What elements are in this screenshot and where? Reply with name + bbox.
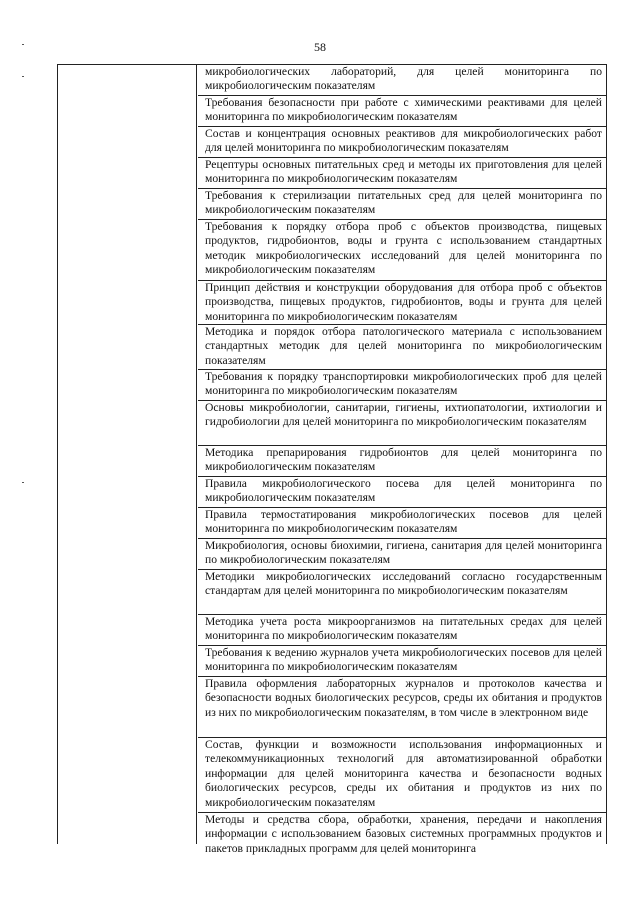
table-row: Методика препарирования гидробионтов для целей мониторинга по микробиологическим показателям	[198, 446, 606, 477]
table-row: Методики микробиологических исследований согласно государственным стандартам для целей мониторинга по микробиологическим показателям	[198, 570, 606, 615]
table-row: Основы микробиологии, санитарии, гигиены, ихтиопатологии, ихтиологии и гидробиологии для целей мониторинга по микробиологическим показателям	[198, 401, 606, 446]
table-row: Требования к порядку транспортировки микробиологических проб для целей мониторинга по микробиологическим показателям	[198, 370, 606, 401]
table-row: Методика и порядок отбора патологического материала с использованием стандартных методик для целей мониторинга по микробиологическим показателям	[198, 325, 606, 370]
table-row: Методика учета роста микроорганизмов на питательных средах для целей мониторинга по микробиологическим показателям	[198, 615, 606, 646]
table-row: микробиологических лабораторий, для целей мониторинга по микробиологическим показателям	[198, 65, 606, 96]
table-row: Правила термостатирования микробиологических посевов для целей мониторинга по микробиологическим показателям	[198, 508, 606, 539]
table-row: Правила микробиологического посева для целей мониторинга по микробиологическим показателям	[198, 477, 606, 508]
table-row: Рецептуры основных питательных сред и методы их приготовления для целей мониторинга по микробиологическим показателям	[198, 158, 606, 189]
page-number: 58	[314, 40, 326, 54]
table-row: Микробиология, основы биохимии, гигиена, санитария для целей мониторинга по микробиологическим показателям	[198, 539, 606, 570]
table-row: Требования к ведению журналов учета микробиологических посевов для целей мониторинга по микробиологическим показателям	[198, 646, 606, 677]
table-row: Требования безопасности при работе с химическими реактивами для целей мониторинга по микробиологическим показателям	[198, 96, 606, 127]
right-column	[198, 65, 606, 855]
margin-mark	[22, 76, 24, 77]
table-row: Правила оформления лабораторных журналов и протоколов качества и безопасности водных биологических ресурсов, среды их обитания и продуктов из них по микробиологическим показателям, в том числе в электронном виде	[198, 677, 606, 738]
left-column	[58, 65, 197, 844]
requirements-table	[57, 64, 607, 855]
table-row: Требования к порядку отбора проб с объектов производства, пищевых продуктов, гидробионтов, воды и грунта с использованием стандартных методик микробиологических исследований для целей мониторинга по микробиологическим показателям	[198, 220, 606, 281]
table-row: Требования к стерилизации питательных сред для целей мониторинга по микробиологическим показателям	[198, 189, 606, 220]
table-row: Принцип действия и конструкции оборудования для отбора проб с объектов производства, пищевых продуктов, гидробионтов, воды и грунта для целей мониторинга по микробиологическим показателям	[198, 281, 606, 325]
margin-mark	[22, 482, 24, 483]
margin-mark	[22, 44, 24, 45]
table-row: Состав, функции и возможности использования информационных и телекоммуникационных технологий для автоматизированной обработки информации для целей мониторинга качества и безопасности водных биологических ресурсов, среды их обитания и продуктов из них по микробиологическим показателям	[198, 738, 606, 813]
table-row: Методы и средства сбора, обработки, хранения, передачи и накопления информации с использованием базовых системных программных продуктов и пакетов прикладных программ для целей мониторинга	[205, 813, 602, 855]
table-row: Состав и концентрация основных реактивов для микробиологических работ для целей мониторинга по микробиологическим показателям	[198, 127, 606, 158]
